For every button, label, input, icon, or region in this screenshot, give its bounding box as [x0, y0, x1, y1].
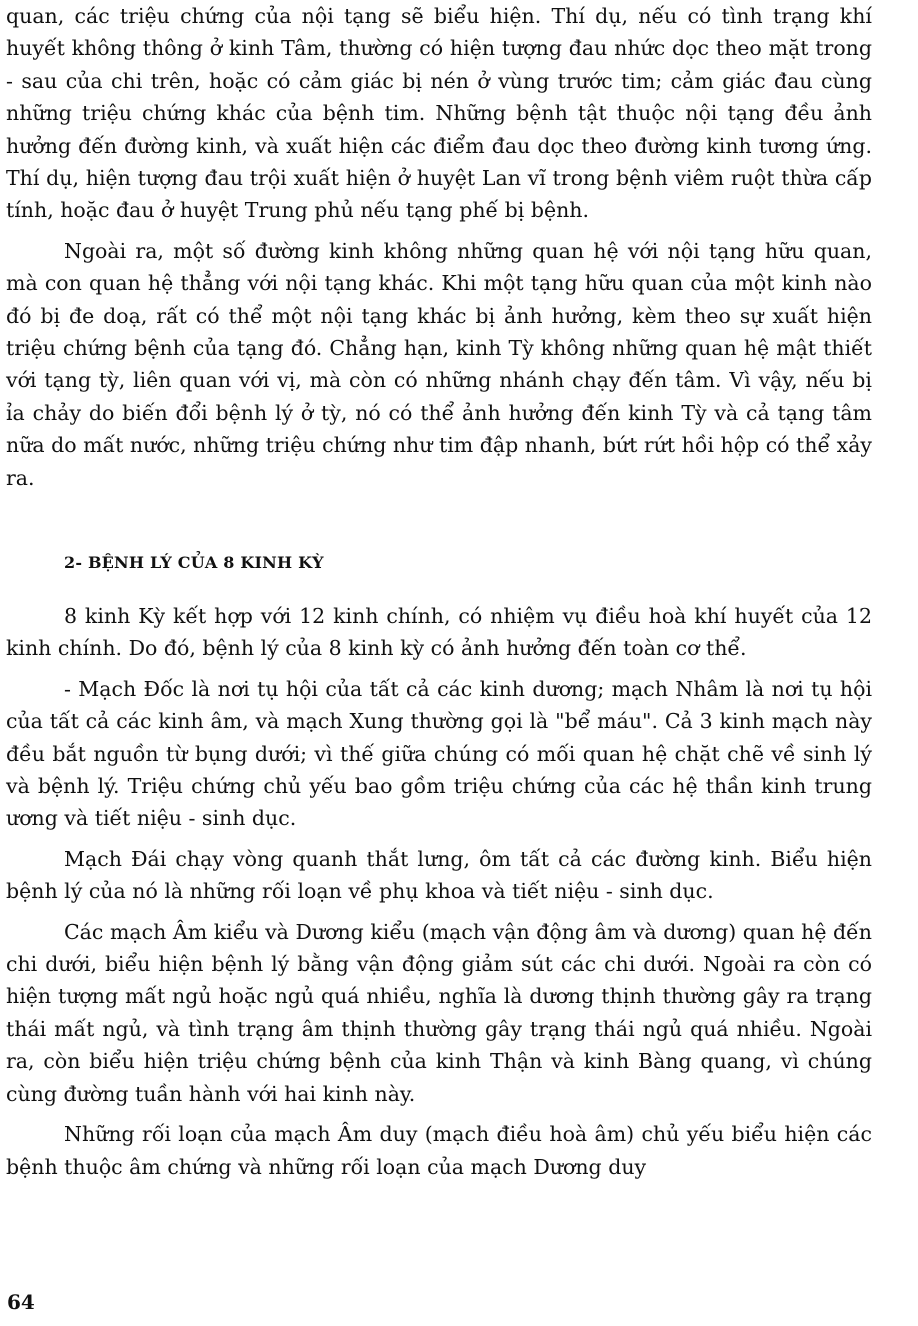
body-text-top	[6, 0, 872, 494]
paragraph: Những rối loạn của mạch Âm duy (mạch điều hoà âm) chủ yếu biểu hiện các bệnh thuộc âm chứng và những rối loạn của mạch Dương duy	[6, 1122, 872, 1179]
section-heading: 2- BỆNH LÝ CỦA 8 KINH KỲ	[64, 553, 324, 572]
paragraph-continuation: quan, các triệu chứng của nội tạng sẽ biểu hiện. Thí dụ, nếu có tình trạng khí huyết không thông ở kinh Tâm, thường có hiện tượng đau nhức dọc theo mặt trong - sau của chi trên, hoặc có cảm giác bị nén ở vùng trước tim; cảm giác đau cùng những triệu chứng khác của bệnh tim. Những bệnh tật thuộc nội tạng đều ảnh hưởng đến đường kinh, và xuất hiện các điểm đau dọc theo đường kinh tương ứng. Thí dụ, hiện tượng đau trội xuất hiện ở huyệt Lan vĩ trong bệnh viêm ruột thừa cấp tính, hoặc đau ở huyệt Trung phủ nếu tạng phế bị bệnh.	[6, 4, 872, 223]
paragraph: 8 kinh Kỳ kết hợp với 12 kinh chính, có nhiệm vụ điều hoà khí huyết của 12 kinh chính. Do đó, bệnh lý của 8 kinh kỳ có ảnh hưởng đến toàn cơ thể.	[6, 604, 872, 661]
body-text-bottom	[6, 600, 872, 1183]
paragraph: Mạch Đái chạy vòng quanh thắt lưng, ôm tất cả các đường kinh. Biểu hiện bệnh lý của nó là những rối loạn về phụ khoa và tiết niệu - sinh dục.	[6, 846, 872, 904]
paragraph: - Mạch Đốc là nơi tụ hội của tất cả các kinh dương; mạch Nhâm là nơi tụ hội của tất cả các kinh âm, và mạch Xung thường gọi là "bể máu". Cả 3 kinh mạch này đều bắt nguồn từ bụng dưới; vì thế giữa chúng có mối quan hệ chặt chẽ về sinh lý và bệnh lý. Triệu chứng chủ yếu bao gồm triệu chứng của các hệ thần kinh trung ương và tiết niệu - sinh dục.	[6, 676, 872, 831]
paragraph: Các mạch Âm kiểu và Dương kiểu (mạch vận động âm và dương) quan hệ đến chi dưới, biểu hiện bệnh lý bằng vận động giảm sút các chi dưới. Ngoài ra còn có hiện tượng mất ngủ hoặc ngủ quá nhiều, nghĩa là dương thịnh thường gây ra trạng thái mất ngủ, và tình trạng âm thịnh thường gây trạng thái ngủ quá nhiều. Ngoài ra, còn biểu hiện triệu chứng bệnh của kinh Thận và kinh Bàng quang, vì chúng cùng đường tuần hành với hai kinh này.	[6, 919, 872, 1106]
page-number: 64	[7, 1290, 35, 1314]
paragraph: Ngoài ra, một số đường kinh không những quan hệ với nội tạng hữu quan, mà con quan hệ thẳng với nội tạng khác. Khi một tạng hữu quan của một kinh nào đó bị đe doạ, rất có thể một nội tạng khác bị ảnh hưởng, kèm theo sự xuất hiện triệu chứng bệnh của tạng đó. Chẳng hạn, kinh Tỳ không những quan hệ mật thiết với tạng tỳ, liên quan với vị, mà còn có những nhánh chạy đến tâm. Vì vậy, nếu bị ỉa chảy do biến đổi bệnh lý ở tỳ, nó có thể ảnh hưởng đến kinh Tỳ và cả tạng tâm nữa do mất nước, những triệu chứng như tim đập nhanh, bứt rứt hồi hộp có thể xảy ra.	[6, 238, 872, 490]
